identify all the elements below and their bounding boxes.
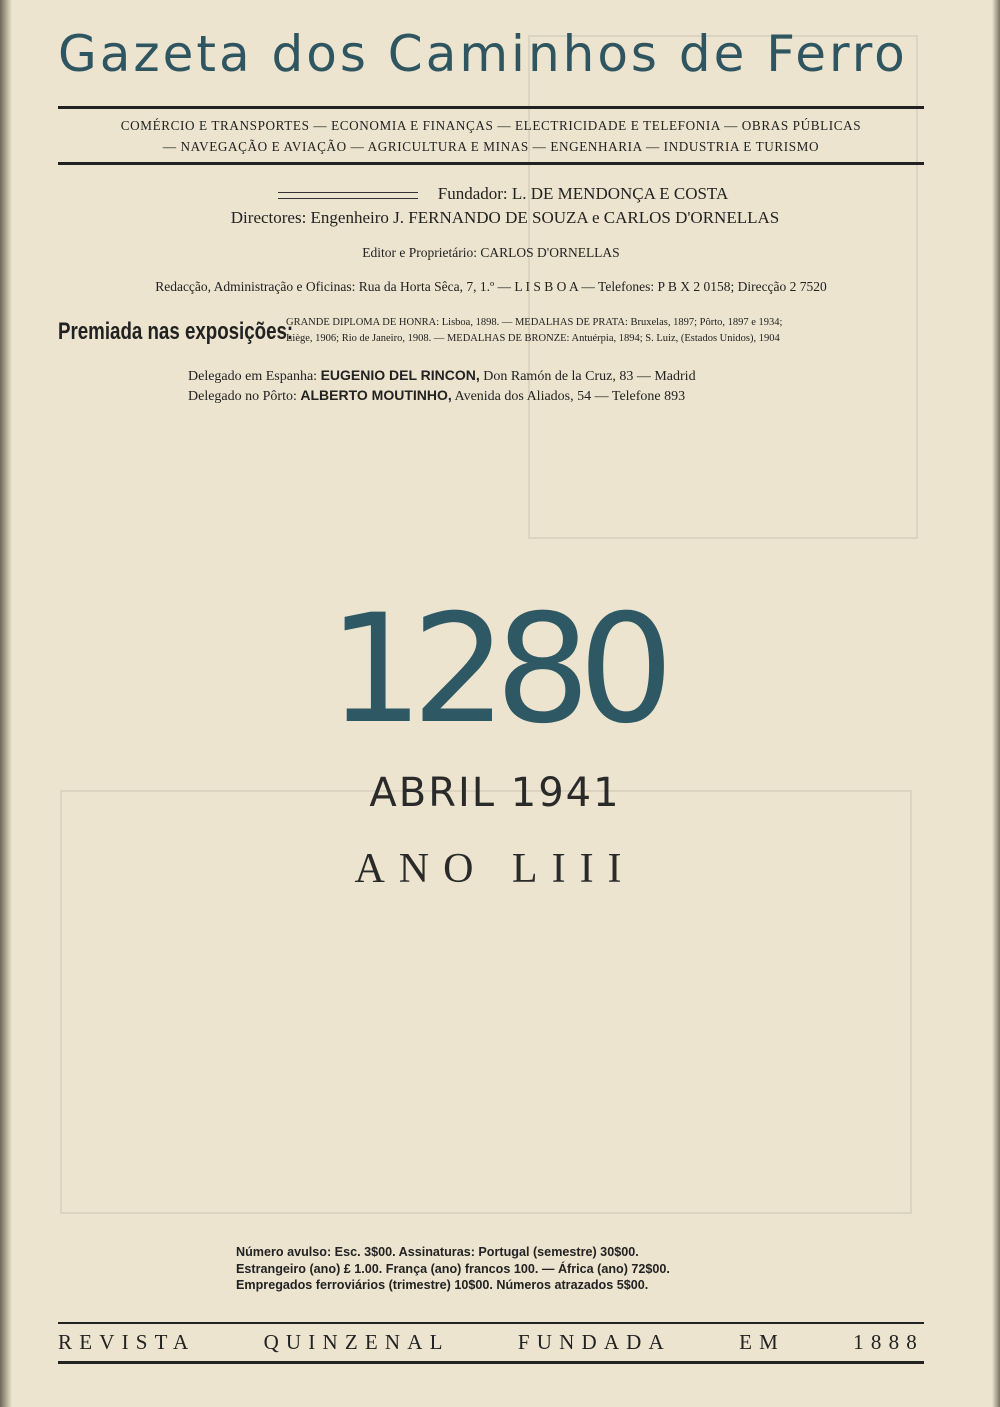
directors-line: Directores: Engenheiro J. FERNANDO DE SOUZA e CARLOS D'ORNELLAS	[230, 208, 780, 227]
prices-line-2: Estrangeiro (ano) £ 1.00. França (ano) francos 100. — África (ano) 72$00.	[236, 1261, 670, 1276]
prices-block	[236, 1244, 766, 1294]
delegate-porto	[188, 387, 685, 405]
delegate-spain-address: Don Ramón de la Cruz, 83 — Madrid	[479, 369, 696, 384]
issue-date: ABRIL 1941	[369, 770, 621, 816]
footer-word: FUNDADA	[517, 1330, 671, 1354]
delegate-porto-label: Delegado no Pôrto:	[188, 389, 301, 404]
binding-spine	[0, 0, 12, 1407]
prices-line-3: Empregados ferroviários (trimestre) 10$00. Números atrazados 5$00.	[236, 1278, 649, 1292]
footer-rule-top	[58, 1322, 924, 1324]
awards-line-1: GRANDE DIPLOMA DE HONRA: Lisboa, 1898. — MEDALHAS DE PRATA: Bruxelas, 1897; Pôrto, 1897 e 1934;	[286, 317, 783, 328]
delegate-porto-name: ALBERTO MOUTINHO,	[300, 387, 452, 403]
awards-list	[286, 315, 926, 347]
editor-line: Editor e Proprietário: CARLOS D'ORNELLAS	[362, 245, 620, 260]
masthead-rule	[58, 106, 924, 109]
subjects-line-2: — NAVEGAÇÃO E AVIAÇÃO — AGRICULTURA E MINAS — ENGENHARIA — INDUSTRIA E TURISMO	[162, 139, 820, 154]
delegate-spain	[188, 367, 696, 385]
footer-word: QUINZENAL	[263, 1330, 450, 1354]
page-edge	[992, 0, 1000, 1407]
footer-rule-bottom	[58, 1361, 924, 1364]
masthead-title: Gazeta dos Caminhos de Ferro	[58, 25, 908, 83]
founder-text: Fundador: L. DE MENDONÇA E COSTA	[437, 184, 729, 203]
address-line: Redacção, Administração e Oficinas: Rua da Horta Sêca, 7, 1.º — L I S B O A — Telefones: P B X 2 0158; Direcção 2 7520	[155, 279, 827, 294]
issue-year: ANO LIII	[354, 846, 636, 892]
delegate-spain-name: EUGENIO DEL RINCON,	[320, 367, 480, 383]
footer-word: 1888	[853, 1330, 924, 1354]
decorative-rule	[278, 192, 418, 199]
issue-number: 1280	[328, 583, 662, 757]
awards-title: Premiada nas exposições:	[58, 318, 294, 345]
footer-word: EM	[739, 1330, 785, 1354]
footer-word: REVISTA	[58, 1330, 196, 1354]
founder-line	[58, 184, 924, 204]
footer-tagline	[58, 1330, 924, 1355]
delegate-porto-address: Avenida dos Aliados, 54 — Telefone 893	[451, 389, 686, 404]
subjects-line-1: COMÉRCIO E TRANSPORTES — ECONOMIA E FINANÇAS — ELECTRICIDADE E TELEFONIA — OBRAS PÚBLICAS	[120, 118, 862, 133]
subjects-rule	[58, 162, 924, 165]
awards-line-2: Liège, 1906; Rio de Janeiro, 1908. — MEDALHAS DE BRONZE: Antuérpia, 1894; S. Luiz, (Estados Unidos), 1904	[286, 333, 780, 344]
delegate-spain-label: Delegado em Espanha:	[188, 369, 321, 384]
prices-line-1: Número avulso: Esc. 3$00. Assinaturas: Portugal (semestre) 30$00.	[236, 1245, 639, 1259]
